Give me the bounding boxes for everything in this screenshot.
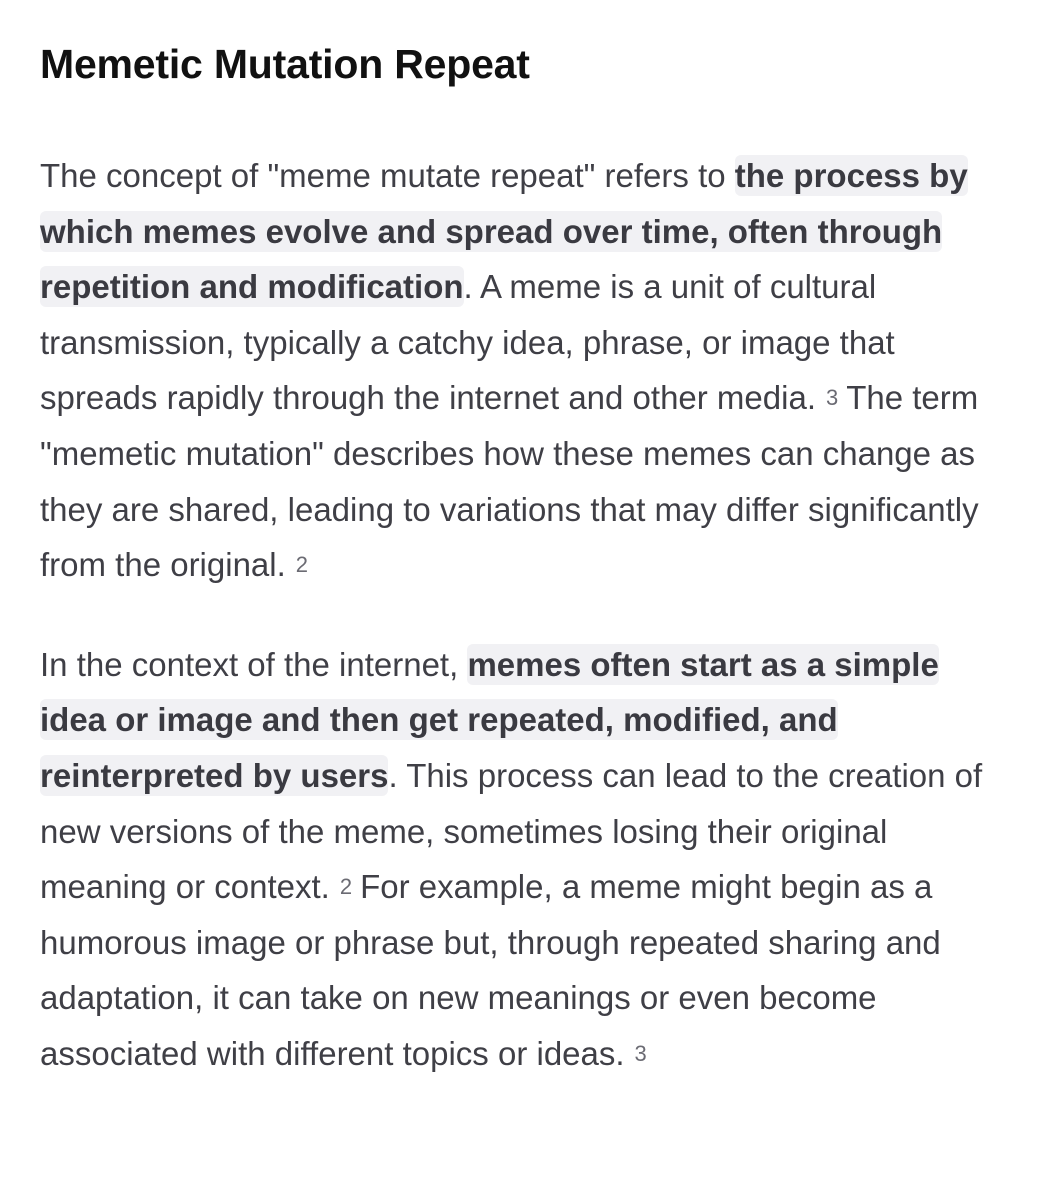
answer-heading: Memetic Mutation Repeat [40,41,530,87]
paragraph-2-highlight: memes often start as a simple idea or image and then get repeated, modified, and reinterpreted by users [40,645,939,794]
paragraph-1-intro: The concept of "meme mutate repeat" refers to [40,157,735,194]
citation-badge[interactable]: 3 [634,1040,647,1066]
paragraph-2-sentence-2: . This process can lead to the creation of new versions of the meme, sometimes losing their original meaning or context. [40,756,983,906]
paragraph-2-intro: In the context of the internet, [40,645,468,683]
citation-badge[interactable]: 2 [339,874,353,900]
paragraph-1-highlight: the process by which memes evolve and spread over time, often through repetition and modification [40,157,968,306]
paragraph-1 [40,148,1000,593]
citation-badge[interactable]: 2 [295,552,309,578]
citation-badge[interactable]: 3 [825,385,839,411]
paragraph-2-sentence-3: For example, a meme might begin as a humorous image or phrase but, through repeated sharing and adaptation, it can take on new meanings or even become associated with different topics or ideas. [40,868,941,1072]
paragraph-1-sentence-3: The term "memetic mutation" describes how these memes can change as they are shared, leading to variations that may differ significantly from the original. [40,379,979,584]
paragraph-2 [40,637,1000,1082]
paragraph-1-sentence-2: . A meme is a unit of cultural transmission, typically a catchy idea, phrase, or image that spreads rapidly through the internet and other media. [40,268,895,417]
answer-content [40,36,1000,1082]
